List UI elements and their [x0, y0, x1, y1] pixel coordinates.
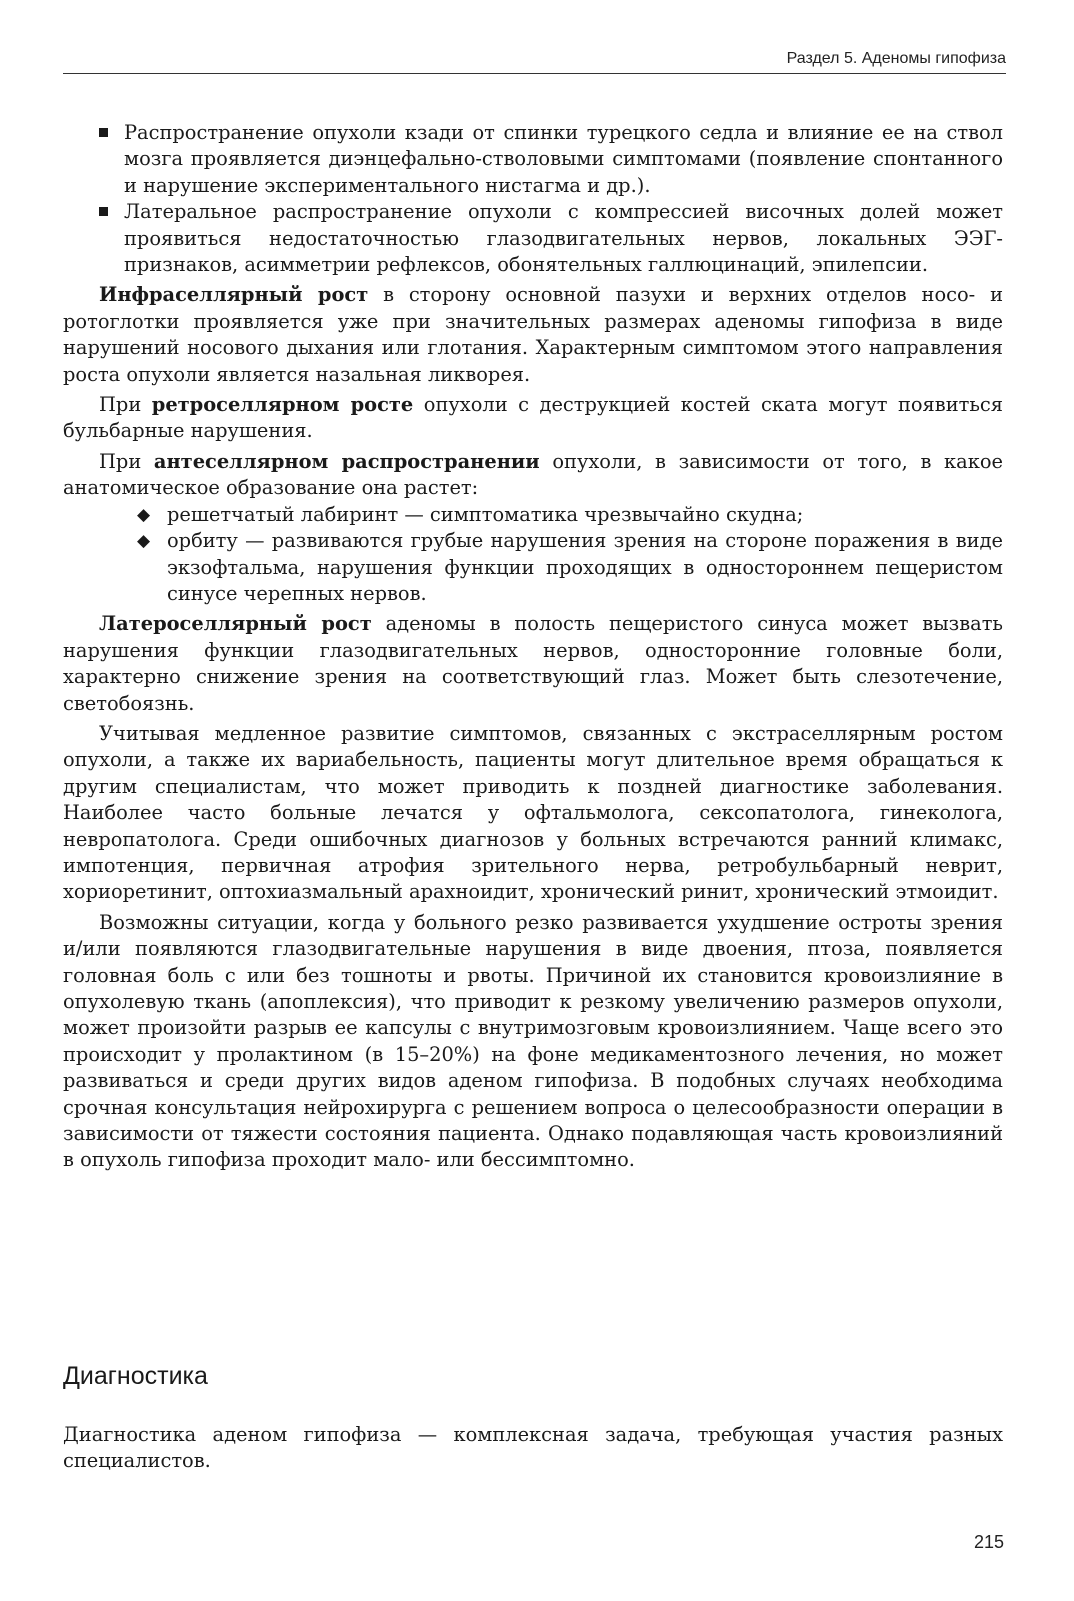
main-text	[63, 120, 1003, 1174]
list-item	[63, 502, 1003, 528]
paragraph-text: опухоли с деструкцией костей ската могут появиться бульбарные нарушения.	[63, 393, 1003, 443]
paragraph-prefix: При	[99, 393, 152, 417]
paragraph-retrosellar	[63, 392, 1003, 445]
paragraph-diagnostics-intro: Диагностика аденом гипофиза — комплексная задача, требующая участия разных специалистов.	[63, 1423, 1003, 1473]
term-laterosellar: Латероселлярный рост	[99, 612, 372, 636]
paragraph-laterosellar	[63, 611, 1003, 717]
page-number: 215	[973, 1532, 1004, 1552]
list-item: Распространение опухоли кзади от спинки турецкого седла и влияние ее на ствол мозга проявляется диэнцефально-стволовыми симптомами (появление спонтанного и нарушение экспериментального нистагма и др.).	[63, 120, 1003, 199]
running-header: Раздел 5. Аденомы гипофиза	[786, 50, 1006, 67]
paragraph-text: аденомы в полость пещеристого синуса может вызвать нарушения функции глазодвигательных нервов, односторонние головные боли, характерно снижение зрения на соответствующий глаз. Может быть слезотечение, светобоязнь.	[63, 612, 1003, 715]
diamond-bullet-icon: ◆	[137, 531, 151, 552]
paragraph-text: опухоли, в зависимости от того, в какое анатомическое образование она растет:	[63, 449, 1003, 500]
section-heading: Диагностика	[63, 1362, 208, 1390]
list-item-text: орбиту — развиваются грубые нарушения зрения на стороне поражения в виде экзофтальма, нарушения функции проходящих в одностороннем пещеристом синусе черепных нервов.	[167, 529, 1003, 605]
list-item	[63, 528, 1003, 607]
paragraph-slow-development: Учитывая медленное развитие симптомов, связанных с экстраселлярным ростом опухоли, а также их вариабельность, пациенты могут длительное время обращаться к другим специалистам, что может приводить к поздней диагностике заболевания. Наиболее часто больные лечатся у офтальмолога, сексопатолога, гинеколога, невропатолога. Среди ошибочных диагнозов у больных встречаются ранний климакс, импотенция, первичная атрофия зрительного нерва, ретробульбарный неврит, хориоретинит, оптохиазмальный арахноидит, хронический ринит, хронический этмоидит.	[63, 721, 1003, 904]
term-infrasellar: Инфраселлярный рост	[99, 283, 369, 307]
term-retrosellar: ретроселлярном росте	[151, 393, 414, 417]
header-rule	[63, 73, 1006, 74]
paragraph-text: в сторону основной пазухи и верхних отделов носо- и ротоглотки проявляется уже при значительных размерах аденомы гипофиза в виде нарушений носового дыхания или глотания. Характерным симптомом этого направления роста опухоли является назальная ликворея.	[63, 283, 1003, 386]
paragraph-infrasellar	[63, 282, 1003, 388]
section-body	[63, 1422, 1003, 1475]
list-item-text: решетчатый лабиринт — симптоматика чрезвычайно скудна;	[167, 502, 804, 526]
term-antesellar: антеселлярном распространении	[153, 449, 540, 473]
paragraph-apoplexy: Возможны ситуации, когда у больного резко развивается ухудшение остроты зрения и/или появляются глазодвигательные нарушения в виде двоения, птоза, появляется головная боль с или без тошноты и рвоты. Причиной их становится кровоизлияние в опухолевую ткань (апоплексия), что приводит к резкому увеличению размеров опухоли, может произойти разрыв ее капсулы с внутримозговым кровоизлиянием. Чаще всего это происходит у пролактином (в 15–20%) на фоне медикаментозного лечения, но может развиваться и среди других видов аденом гипофиза. В подобных случаях необходима срочная консультация нейрохирурга с решением вопроса о целесообразности операции в зависимости от тяжести состояния пациента. Однако подавляющая часть кровоизлияний в опухоль гипофиза проходит мало- или бессимптомно.	[63, 910, 1003, 1172]
diamond-bullet-icon: ◆	[137, 504, 151, 525]
bullet-list-spread	[63, 120, 1003, 278]
paragraph-prefix: При	[99, 449, 154, 473]
list-item: Латеральное распространение опухоли с компрессией височных долей может проявиться недостаточностью глазодвигательных нервов, локальных ЭЭГ-признаков, асимметрии рефлексов, обонятельных галлюцинаций, эпилепсии.	[63, 199, 1003, 278]
paragraph-antesellar	[63, 449, 1003, 502]
bullet-list-antesellar	[63, 502, 1003, 608]
